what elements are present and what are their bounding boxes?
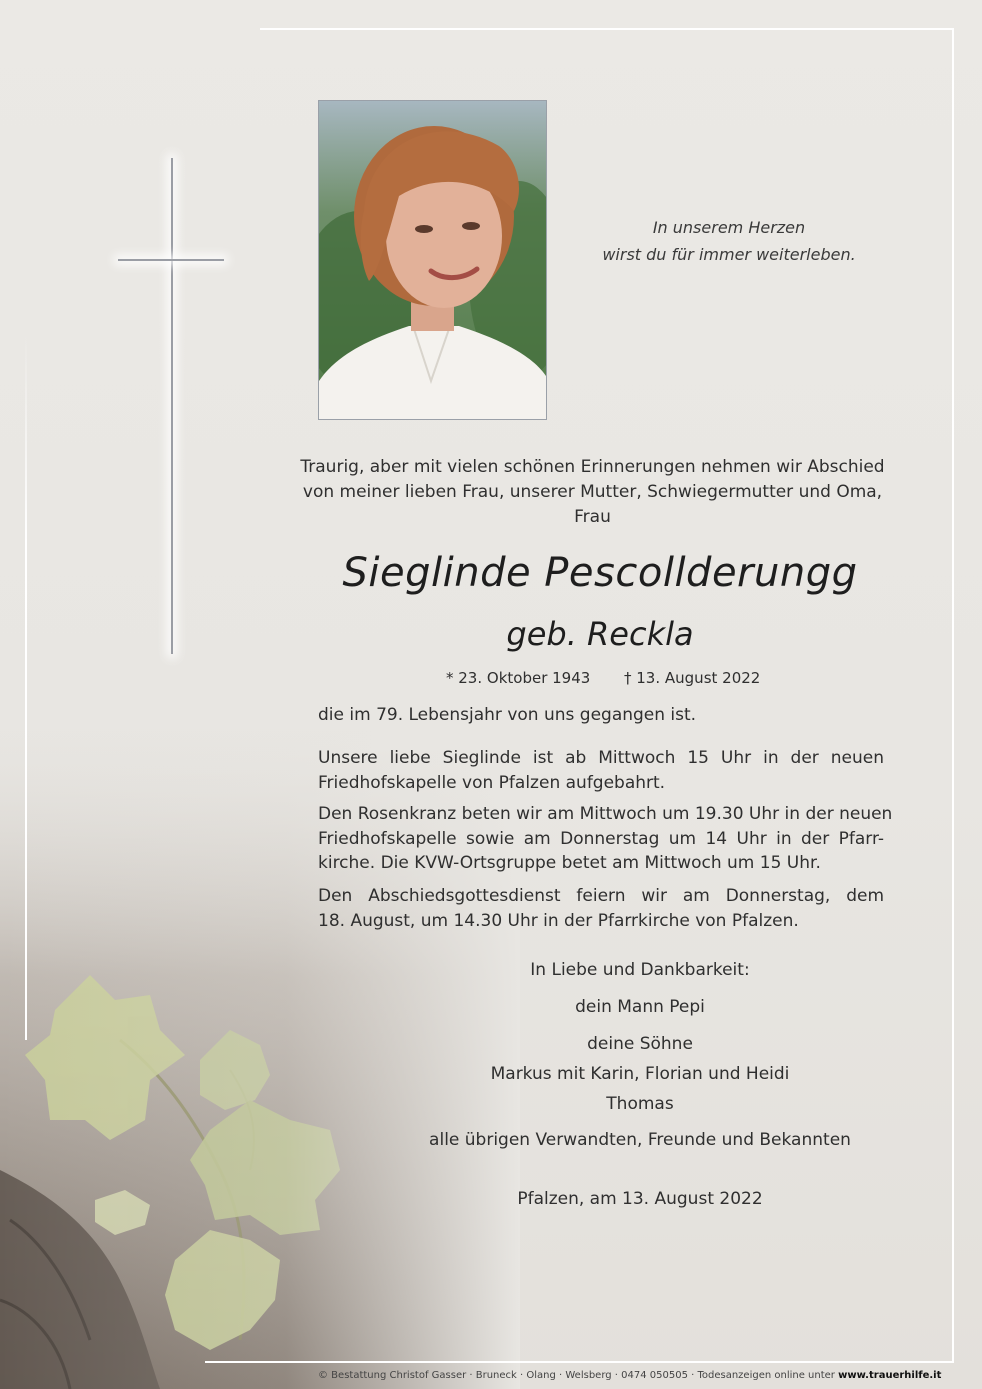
death-date: † 13. August 2022 [624,669,761,687]
frame-bottom-line [205,1361,954,1363]
birth-date: * 23. Oktober 1943 [446,669,591,687]
paragraph-line: Den Rosenkranz beten wir am Mittwoch um 19.30 Uhr in der neuen [318,804,893,824]
mourner-sons-line-2: Thomas [606,1094,674,1114]
footer-credit [318,1369,942,1383]
intro-line-1: Traurig, aber mit vielen schönen Erinnerungen nehmen wir Abschied [300,457,885,477]
intro-line-3: Frau [574,507,611,527]
intro-line-2: von meiner lieben Frau, unserer Mutter, Schwiegermutter und Oma, [302,482,883,502]
funeral-service-paragraph [318,884,884,933]
frame-left-line [25,330,27,1040]
mourner-sons-label: deine Söhne [587,1034,693,1054]
frame-right-line [952,28,954,1363]
mourner-others: alle übrigen Verwandten, Freunde und Bekannten [429,1130,851,1150]
paragraph-line: Friedhofskapelle sowie am Donnerstag um 14 Uhr in der Pfarr- [318,828,884,849]
paragraph-line: Friedhofskapelle von Pfalzen aufgebahrt. [318,772,666,793]
laying-out-paragraph [318,746,884,795]
mourners-heading: In Liebe und Dankbarkeit: [530,960,750,980]
mourner-sons-line-1: Markus mit Karin, Florian und Heidi [490,1064,790,1084]
mourner-husband: dein Mann Pepi [575,997,705,1017]
footer-website-link[interactable]: www.trauerhilfe.it [838,1370,942,1381]
intro-text [300,455,885,530]
cross-icon-bar [118,259,224,261]
frame-top-line [260,28,954,30]
motto-quote [586,214,872,268]
paragraph-line: kirche. Die KVW-Ortsgruppe betet am Mittwoch um 15 Uhr. [318,853,821,873]
age-line: die im 79. Lebensjahr von uns gegangen ist. [318,705,697,725]
paragraph-line: Unsere liebe Sieglinde ist ab Mittwoch 15 Uhr in der neuen [318,748,884,768]
maiden-name: geb. Reckla [506,615,694,653]
paragraph-line: Den Abschiedsgottesdienst feiern wir am Donnerstag, dem [318,886,884,906]
deceased-name: Sieglinde Pescollderungg [342,550,858,596]
footer-text: © Bestattung Christof Gasser · Bruneck · Olang · Welsberg · 0474 050505 · Todesanzeigen online unter [318,1370,835,1381]
motto-line-2: wirst du für immer weiterleben. [602,245,856,264]
motto-line-1: In unserem Herzen [652,218,806,237]
rosary-paragraph [318,802,893,876]
cross-icon [171,158,173,654]
portrait-photo [318,100,547,420]
paragraph-line: 18. August, um 14.30 Uhr in der Pfarrkirche von Pfalzen. [318,910,799,931]
place-date: Pfalzen, am 13. August 2022 [517,1189,763,1209]
